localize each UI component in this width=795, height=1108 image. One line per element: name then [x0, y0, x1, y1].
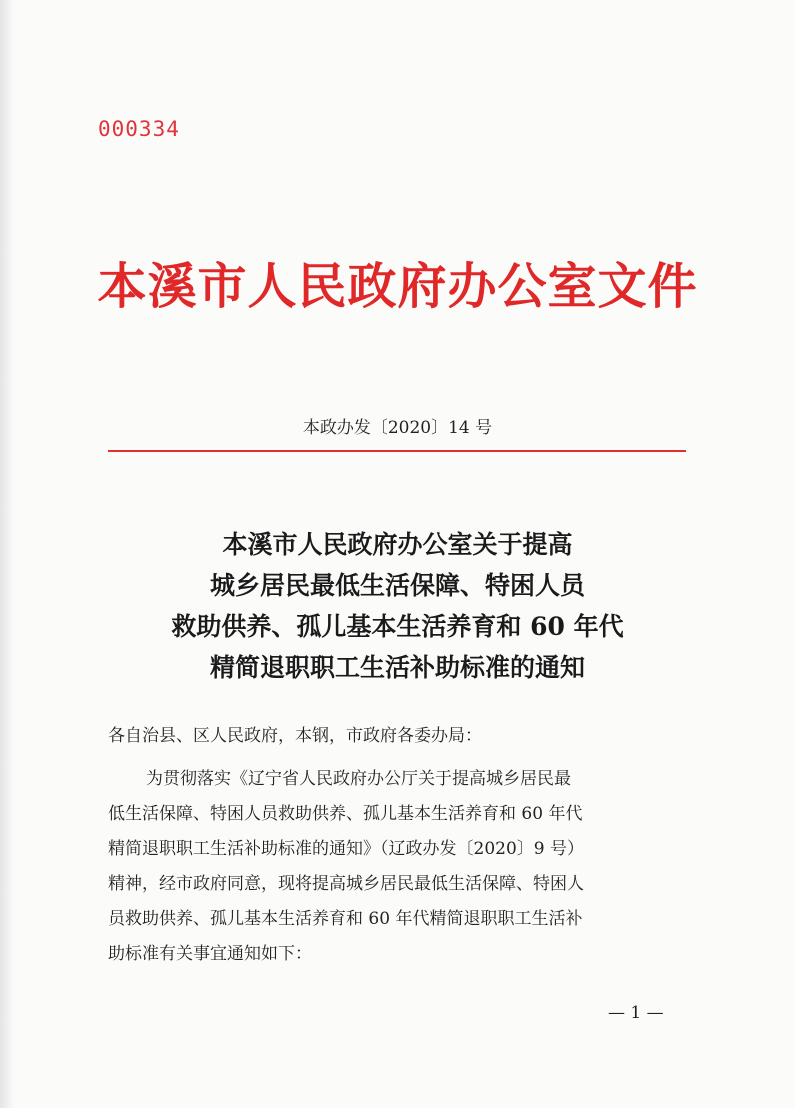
title-line: 城乡居民最低生活保障、特困人员 [209, 571, 585, 600]
red-separator-line [108, 450, 686, 452]
body-paragraph [108, 762, 686, 972]
body-line: 精神，经市政府同意，现将提高城乡居民最低生活保障、特困人 [108, 874, 584, 894]
title-line: 精简退职职工生活补助标准的通知 [209, 653, 585, 682]
title-line: 本溪市人民政府办公室关于提高 [222, 530, 573, 559]
document-number: 本政办发〔2020〕14 号 [302, 418, 493, 438]
notice-title [0, 524, 795, 688]
body-line: 为贯彻落实《辽宁省人民政府办公厅关于提高城乡居民最 [146, 769, 571, 789]
issuing-authority-header: 本溪市人民政府办公室文件 [97, 257, 698, 315]
salutation: 各自治县、区人民政府，本钢，市政府各委办局： [108, 726, 482, 746]
body-line: 员救助供养、孤儿基本生活养育和 60 年代精简退职职工生活补 [108, 909, 583, 929]
body-line: 助标准有关事宜通知如下： [108, 944, 312, 964]
page-number: — 1 — [608, 1003, 664, 1023]
body-line: 低生活保障、特困人员救助供养、孤儿基本生活养育和 60 年代 [108, 804, 583, 824]
title-line: 救助供养、孤儿基本生活养育和 60 年代 [171, 612, 624, 641]
serial-number: 000334 [98, 117, 180, 141]
body-line: 精简退职职工生活补助标准的通知》（辽政办发〔2020〕9 号） [108, 839, 584, 859]
